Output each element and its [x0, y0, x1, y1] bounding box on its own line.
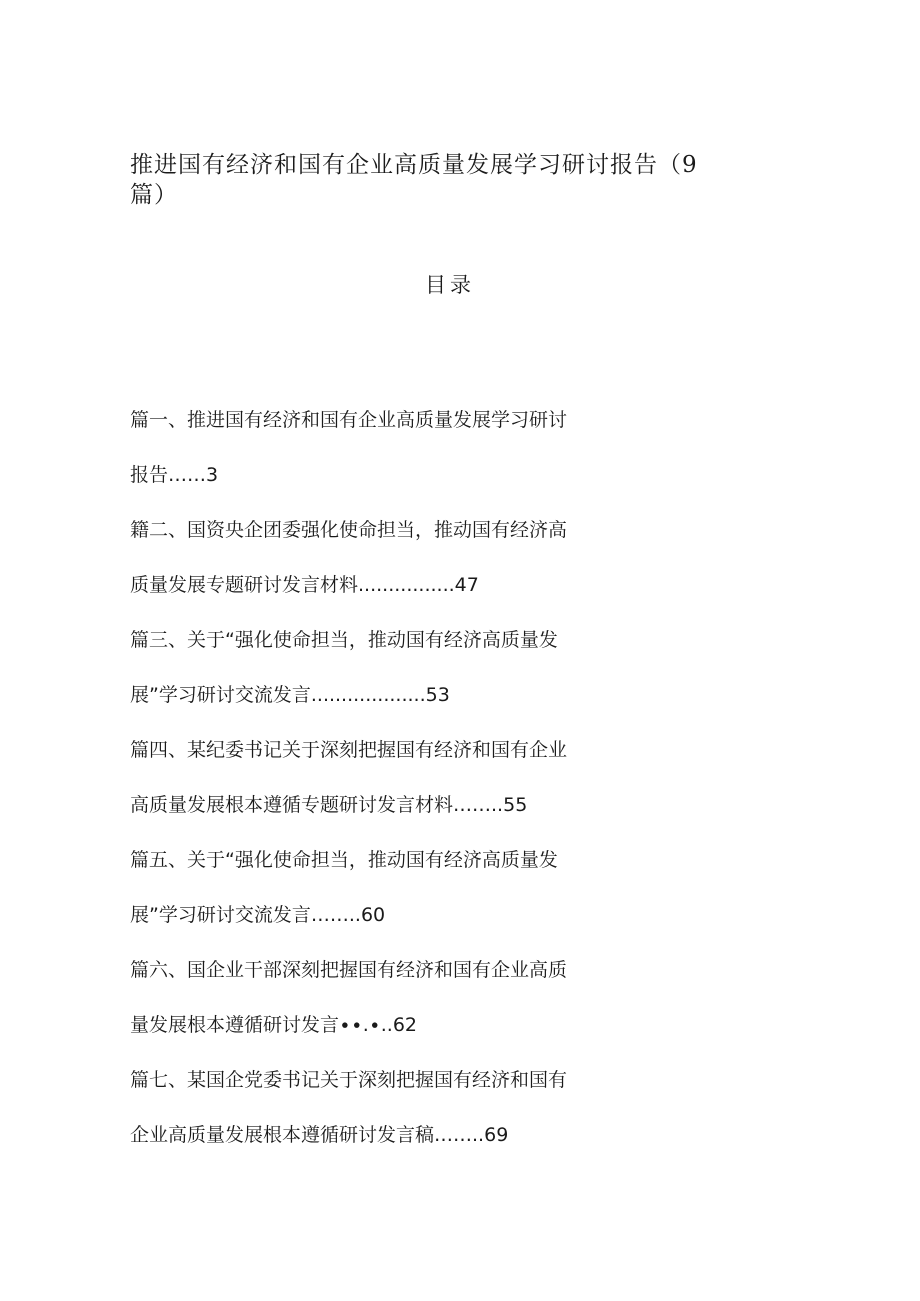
toc-entry-title-line-1: 篇七、某国企党委书记关于深刻把握国有经济和国有	[130, 1069, 568, 1091]
toc-entry-title-line-2	[130, 455, 610, 510]
toc-entry-title-tail: 量发展根本遵循研讨发言	[130, 1014, 340, 1036]
toc-entry-title-line-1: 篇四、某纪委书记关于深刻把握国有经济和国有企业	[130, 739, 568, 761]
toc-entry-title-line-1: 篇五、关于“强化使命担当，推动国有经济高质量发	[130, 849, 558, 871]
toc-entry-5[interactable]	[130, 840, 610, 950]
toc-entry-title-tail: 企业高质量发展根本遵循研讨发言稿	[130, 1124, 435, 1146]
toc-leader-dots: ……..	[434, 1124, 485, 1146]
toc-leader-dots: ……..	[453, 794, 504, 816]
toc-entry-title-line-1: 籍二、国资央企团委强化使命担当，推动国有经济高	[130, 519, 568, 541]
toc-entry-4[interactable]	[130, 730, 610, 840]
toc-entry-title-line-2	[130, 895, 610, 950]
toc-entry-6[interactable]	[130, 950, 610, 1060]
toc-page-number: 62	[392, 1014, 418, 1036]
toc-entry-3[interactable]	[130, 620, 610, 730]
toc-entry-title-tail: 展”学习研讨交流发言	[130, 684, 311, 706]
toc-entry-title-tail: 高质量发展根本遵循专题研讨发言材料	[130, 794, 454, 816]
toc-leader-dots: ……..	[310, 904, 361, 926]
toc-entry-2[interactable]	[130, 510, 610, 620]
toc-page-number: 69	[484, 1124, 509, 1146]
toc-entry-title-line-1: 篇一、推进国有经济和国有企业高质量发展学习研讨	[130, 409, 568, 431]
toc-entry-title-line-1: 篇三、关于“强化使命担当，推动国有经济高质量发	[130, 629, 558, 651]
toc-entry-title-line-2	[130, 1005, 610, 1060]
toc-leader-dots: ∙∙.∙..	[339, 1014, 393, 1036]
document-title-line-1: 推进国有经济和国有企业高质量发展学习研讨报告（9	[130, 152, 698, 178]
toc-page-number: 53	[425, 684, 450, 706]
toc-entry-title-line-2	[130, 675, 610, 730]
toc-entry-title-line-2	[130, 565, 610, 620]
toc-page-number: 60	[360, 904, 386, 926]
toc-leader-dots: ……	[168, 464, 207, 486]
table-of-contents	[130, 400, 610, 1170]
toc-leader-dots: ................	[358, 574, 455, 596]
toc-entry-title-line-2	[130, 1115, 610, 1170]
toc-page-number: 3	[206, 464, 219, 486]
toc-entry-title-tail: 报告	[130, 464, 169, 486]
toc-entry-title-tail: 质量发展专题研讨发言材料	[130, 574, 359, 596]
toc-page-number: 55	[503, 794, 528, 816]
toc-entry-7[interactable]	[130, 1060, 610, 1170]
document-title-line-2: 篇）	[130, 182, 178, 208]
toc-entry-title-line-2	[130, 785, 610, 840]
toc-entry-title-line-1: 篇六、国企业干部深刻把握国有经济和国有企业高质	[130, 959, 568, 981]
toc-page-number: 47	[454, 574, 479, 596]
toc-entry-1[interactable]	[130, 400, 610, 510]
toc-entry-title-tail: 展”学习研讨交流发言	[130, 904, 311, 926]
document-title	[130, 150, 730, 210]
toc-leader-dots: ...................	[310, 684, 426, 706]
toc-heading: 目录	[425, 273, 475, 297]
